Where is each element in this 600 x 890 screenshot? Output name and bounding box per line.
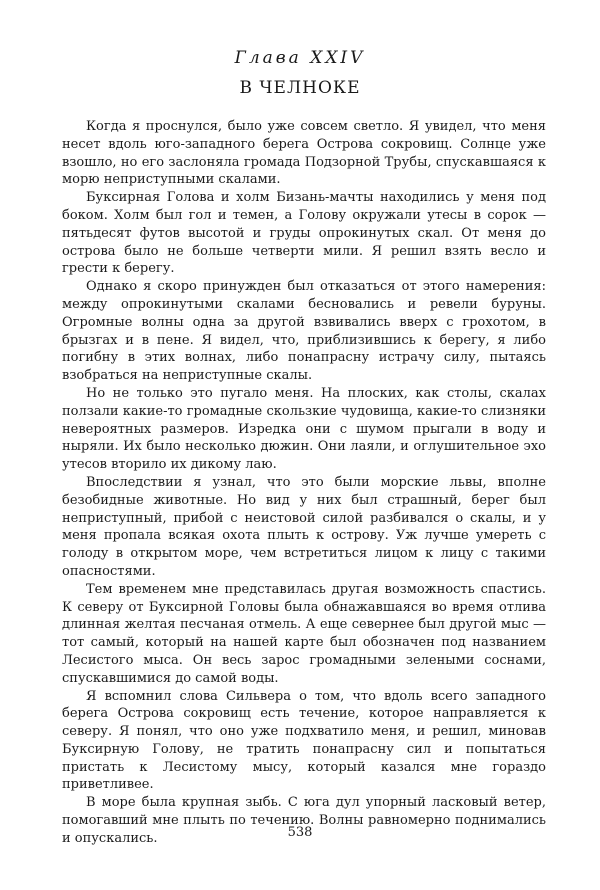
paragraph: Когда я проснулся, было уже совсем светло. Я увидел, что меня несет вдоль юго-западного берега Острова сокровищ. Солнце уже взошло, но его заслоняла громада Подзорной Трубы, спускавшаяся к морю неприступными скалами. — [62, 119, 546, 188]
chapter-title: В ЧЕЛНОКЕ — [239, 78, 361, 98]
body-text — [62, 118, 546, 848]
paragraph: Я вспомнил слова Сильвера о том, что вдоль всего западного берега Острова сокровищ есть течение, которое направляется к северу. Я понял, что оно уже подхватило меня, и решил, миновав Буксирную Голову, не тратить понапрасну сил и попытаться пристать к Лесистому мысу, который казался мне гораздо приветливее. — [62, 688, 546, 793]
chapter-number: Глава XXIV — [234, 48, 366, 68]
page-number: 538 — [287, 825, 313, 840]
paragraph: В море была крупная зыбь. С юга дул упорный ласковый ветер, помогавший мне плыть по течению. Волны равномерно поднимались и опускались. — [62, 795, 546, 846]
paragraph: Но не только это пугало меня. На плоских, как столы, скалах ползали какие-то громадные скользкие чудовища, какие-то слизняки невероятных размеров. Изредка они с шумом прыгали в воду и ныряли. Их было несколько дюжин. Они лаяли, и оглушительное эхо утесов вторило их дикому лаю. — [62, 385, 546, 473]
paragraph: Впоследствии я узнал, что это были морские львы, вполне безобидные животные. Но вид у них был страшный, берег был неприступный, прибой с неистовой силой разбивался о скалы, и у меня пропала всякая охота плыть к острову. Уж лучше умереть с голоду в открытом море, чем встретиться лицом к лицу с такими опасностями. — [62, 474, 546, 579]
paragraph: Тем временем мне представилась другая возможность спастись. К северу от Буксирной Головы была обнажавшаяся во время отлива длинная желтая песчаная отмель. А еще севернее был другой мыс — тот самый, который на нашей карте был обозначен под названием Лесистого мыса. Он весь зарос громадными зелеными соснами, спускавшимися до самой воды. — [62, 581, 546, 686]
paragraph: Буксирная Голова и холм Бизань-мачты находились у меня под боком. Холм был гол и темен, а Голову окружали утесы в сорок — пятьдесят футов высотой и груды опрокинутых скал. От меня до острова было не больше четверти мили. Я решил взять весло и грести к берегу. — [62, 190, 546, 277]
paragraph: Однако я скоро принужден был отказаться от этого намерения: между опрокинутыми скалами бесновались и ревели буруны. Огромные волны одна за другой взвивались вверх с грохотом, в брызгах и в пене. Я видел, что, приблизившись к берегу, я либо погибну в этих волнах, либо понапрасну истрачу силу, пытаясь взобраться на неприступные скалы. — [62, 279, 546, 384]
